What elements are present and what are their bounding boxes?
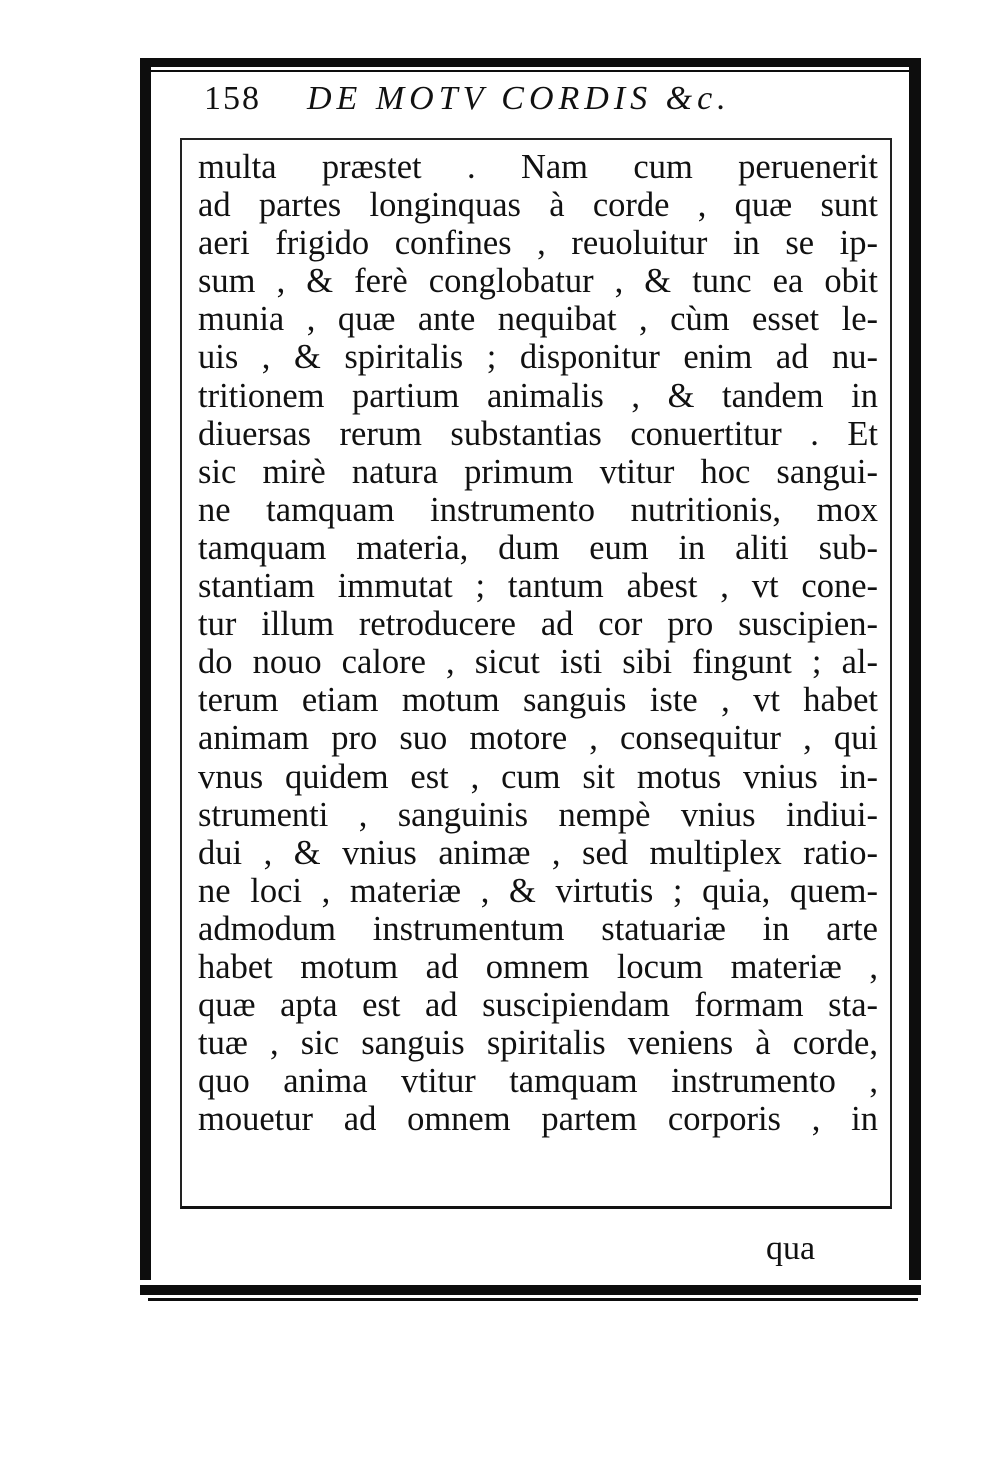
text-line: dui , & vnius animæ , sed multiplex ratio- (198, 833, 878, 872)
text-line: sic mirè natura primum vtitur hoc sangui- (198, 452, 878, 491)
text-line: ne loci , materiæ , & virtutis ; quia, quem- (198, 871, 878, 910)
page-number: 158 (204, 80, 261, 117)
text-line: stantiam immutat ; tantum abest , vt cone- (198, 567, 878, 606)
text-line: tamquam materia, dum eum in aliti sub- (198, 528, 878, 567)
text-line: tritionem partium animalis , & tandem in (198, 376, 878, 415)
running-title: DE MOTV CORDIS &c. (307, 80, 731, 117)
text-line: diuersas rerum substantias conuertitur . Et (198, 414, 878, 453)
running-header (204, 80, 824, 124)
body-text (198, 148, 878, 1138)
text-line: sum , & ferè conglobatur , & tunc ea obit (198, 262, 878, 301)
text-line: ne tamquam instrumento nutritionis, mox (198, 490, 878, 529)
text-line: tur illum retroducere ad cor pro suscipien- (198, 605, 878, 644)
text-line: munia , quæ ante nequibat , cùm esset le- (198, 300, 878, 339)
frame-top-rule (142, 58, 920, 67)
text-line: tuæ , sic sanguis spiritalis veniens à corde, (198, 1024, 878, 1063)
text-line: quæ apta est ad suscipiendam formam sta- (198, 986, 878, 1025)
frame-bottom-thin-rule (148, 1298, 918, 1301)
frame-left-rule (140, 58, 151, 1280)
text-line: multa præstet . Nam cum peruenerit (198, 148, 878, 186)
catchword: qua (766, 1230, 816, 1267)
frame-bottom-rule (140, 1285, 921, 1295)
text-line: habet motum ad omnem locum materiæ , (198, 947, 878, 986)
text-line: mouetur ad omnem partem corporis , in (198, 1100, 878, 1139)
text-line: aeri frigido confines , reuoluitur in se ip- (198, 224, 878, 263)
text-line: animam pro suo motore , consequitur , qui (198, 719, 878, 758)
text-line: do nouo calore , sicut isti sibi fingunt ; al- (198, 643, 878, 682)
text-line: admodum instrumentum statuariæ in arte (198, 909, 878, 948)
text-line: ad partes longinquas à corde , quæ sunt (198, 186, 878, 225)
text-line: strumenti , sanguinis nempè vnius indiui- (198, 795, 878, 834)
text-line: quo anima vtitur tamquam instrumento , (198, 1062, 878, 1101)
text-line: vnus quidem est , cum sit motus vnius in- (198, 757, 878, 796)
frame-top-thin-rule (148, 70, 916, 72)
text-line: uis , & spiritalis ; disponitur enim ad nu- (198, 338, 878, 377)
text-line: terum etiam motum sanguis iste , vt habet (198, 681, 878, 720)
frame-right-rule (909, 58, 921, 1280)
